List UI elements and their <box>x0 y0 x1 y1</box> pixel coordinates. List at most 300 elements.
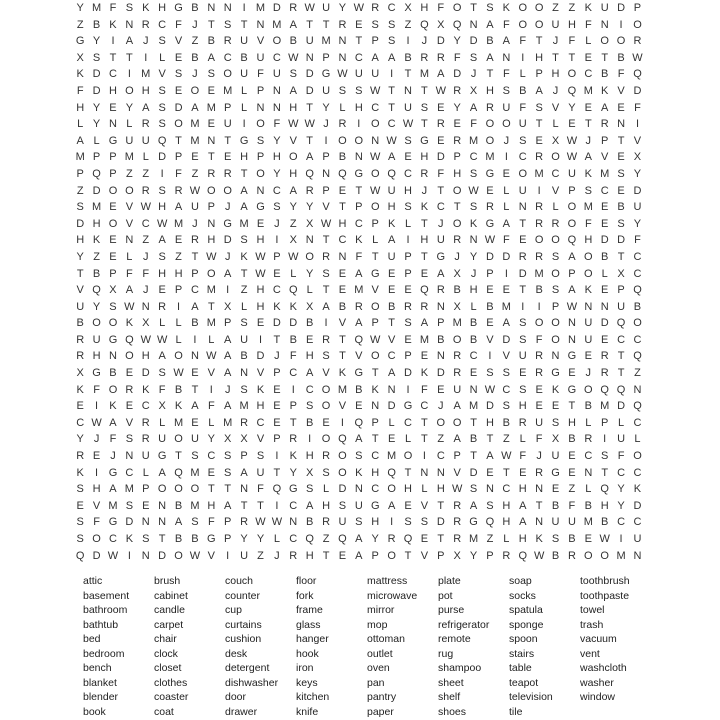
grid-letter: X <box>224 300 232 313</box>
grid-letter: F <box>584 18 592 31</box>
grid-letter: M <box>452 317 462 330</box>
grid-letter: K <box>240 250 248 263</box>
grid-letter: H <box>158 201 167 214</box>
grid-letter: C <box>371 483 380 496</box>
word-item: cushion <box>225 633 262 645</box>
grid-letter: B <box>355 383 363 396</box>
grid-letter: N <box>305 234 314 247</box>
grid-letter: P <box>191 267 199 280</box>
word-item: cabinet <box>154 589 188 602</box>
grid-letter: F <box>273 118 281 131</box>
grid-letter: P <box>76 167 84 180</box>
grid-letter: H <box>207 499 216 512</box>
grid-letter: O <box>174 483 183 496</box>
grid-letter: Q <box>354 333 364 346</box>
grid-letter: E <box>322 416 330 429</box>
grid-letter: U <box>354 499 363 512</box>
grid-letter: P <box>633 2 642 14</box>
grid-letter: B <box>404 51 412 64</box>
grid-letter: O <box>518 2 528 14</box>
word-item: frame <box>296 604 323 616</box>
grid-letter: H <box>404 184 412 197</box>
grid-letter: U <box>223 118 232 131</box>
grid-letter: A <box>158 466 166 479</box>
grid-letter: Q <box>420 18 429 31</box>
grid-letter: I <box>406 234 410 247</box>
grid-letter: R <box>141 433 150 446</box>
grid-row <box>72 0 652 17</box>
grid-letter: P <box>601 416 609 429</box>
grid-letter: S <box>404 134 412 147</box>
grid-letter: S <box>92 51 101 64</box>
grid-letter: K <box>420 201 429 214</box>
grid-letter: R <box>453 234 462 247</box>
grid-letter: M <box>173 416 184 429</box>
grid-letter: J <box>536 450 542 463</box>
grid-letter: N <box>633 383 642 396</box>
grid-letter: I <box>242 118 246 131</box>
grid-letter: J <box>454 250 460 263</box>
grid-letter: B <box>469 333 478 346</box>
grid-letter: S <box>125 2 134 14</box>
grid-letter: N <box>338 250 347 263</box>
grid-letter: P <box>568 267 576 280</box>
grid-letter: L <box>241 300 248 313</box>
word-item: rug <box>438 647 454 660</box>
grid-letter: L <box>634 433 641 446</box>
grid-letter: H <box>338 217 347 230</box>
grid-letter: I <box>127 549 131 562</box>
word-item: coaster <box>154 691 189 703</box>
grid-row <box>72 183 652 200</box>
grid-letter: U <box>502 101 511 114</box>
grid-letter: O <box>370 350 380 363</box>
grid-letter: N <box>240 367 249 380</box>
grid-letter: I <box>193 333 197 346</box>
word-item: glass <box>296 618 321 631</box>
grid-letter: J <box>110 450 116 463</box>
grid-letter: N <box>190 350 199 363</box>
grid-letter: K <box>76 466 84 479</box>
grid-letter: E <box>387 433 396 446</box>
grid-letter: T <box>240 499 248 512</box>
grid-letter: V <box>125 201 134 214</box>
grid-letter: C <box>502 483 511 496</box>
grid-letter: R <box>305 184 314 197</box>
grid-letter: W <box>189 549 201 562</box>
grid-letter: H <box>584 234 593 247</box>
grid-letter: H <box>535 51 544 64</box>
grid-letter: O <box>207 184 216 197</box>
grid-letter: O <box>108 217 118 230</box>
grid-letter: N <box>305 51 314 64</box>
grid-letter: G <box>288 483 298 496</box>
grid-letter: W <box>124 300 135 313</box>
grid-letter: T <box>306 101 314 114</box>
grid-letter: U <box>518 184 527 197</box>
grid-letter: A <box>191 300 199 313</box>
grid-letter: C <box>190 284 199 297</box>
grid-letter: H <box>158 267 167 280</box>
word-item: door <box>225 691 247 703</box>
grid-letter: C <box>272 51 281 64</box>
grid-letter: T <box>175 134 182 147</box>
grid-letter: L <box>142 151 149 164</box>
grid-letter: V <box>158 68 166 81</box>
grid-letter: H <box>289 167 298 180</box>
grid-letter: T <box>601 466 609 479</box>
grid-letter: Q <box>338 433 347 446</box>
grid-letter: E <box>551 400 560 413</box>
grid-letter: S <box>224 18 232 31</box>
grid-letter: U <box>584 317 593 330</box>
grid-letter: F <box>617 68 625 81</box>
word-item: mirror <box>367 604 395 616</box>
grid-letter: B <box>305 317 314 330</box>
grid-letter: A <box>289 18 297 31</box>
grid-letter: U <box>158 433 167 446</box>
grid-letter: W <box>304 2 315 14</box>
grid-letter: T <box>388 317 395 330</box>
grid-letter: D <box>141 367 150 380</box>
grid-letter: O <box>305 250 314 263</box>
word-item: mattress <box>367 575 408 587</box>
grid-letter: S <box>551 416 560 429</box>
grid-letter: P <box>322 151 330 164</box>
grid-letter: M <box>92 2 102 14</box>
grid-letter: S <box>355 516 363 529</box>
grid-letter: N <box>256 101 265 114</box>
grid-letter: O <box>370 201 380 214</box>
grid-letter: G <box>108 134 118 147</box>
grid-letter: Q <box>387 167 396 180</box>
grid-letter: D <box>387 400 396 413</box>
grid-letter: H <box>76 234 85 247</box>
grid-letter: S <box>551 250 560 263</box>
grid-letter: P <box>289 400 297 413</box>
grid-letter: H <box>469 284 478 297</box>
grid-letter: T <box>421 118 428 131</box>
grid-letter: T <box>371 433 379 446</box>
grid-row <box>72 282 652 299</box>
grid-letter: V <box>322 201 330 214</box>
grid-letter: C <box>600 184 609 197</box>
grid-letter: O <box>633 317 642 330</box>
grid-letter: A <box>191 400 199 413</box>
grid-letter: P <box>568 184 576 197</box>
grid-letter: E <box>404 333 412 346</box>
grid-letter: R <box>535 217 544 230</box>
grid-letter: S <box>519 383 527 396</box>
grid-letter: M <box>124 483 134 496</box>
grid-letter: K <box>289 450 297 463</box>
grid-letter: B <box>568 433 576 446</box>
grid-letter: Q <box>633 284 642 297</box>
grid-letter: W <box>402 118 414 131</box>
grid-row <box>72 415 652 432</box>
grid-letter: V <box>338 317 347 330</box>
grid-letter: E <box>601 217 609 230</box>
grid-letter: I <box>275 450 279 463</box>
grid-letter: O <box>157 483 167 496</box>
grid-letter: O <box>551 234 560 247</box>
grid-letter: S <box>158 35 166 48</box>
word-item: teapot <box>509 676 539 689</box>
grid-letter: F <box>502 234 510 247</box>
grid-letter: R <box>289 2 298 14</box>
word-item: blanket <box>83 676 117 689</box>
grid-letter: O <box>321 433 331 446</box>
grid-letter: B <box>551 549 560 562</box>
grid-letter: D <box>617 400 626 413</box>
grid-letter: H <box>256 284 265 297</box>
grid-letter: T <box>339 333 346 346</box>
grid-letter: Y <box>371 533 379 545</box>
grid-letter: O <box>92 533 101 545</box>
grid-letter: D <box>76 217 85 230</box>
grid-letter: X <box>617 267 625 280</box>
grid-letter: G <box>108 466 118 479</box>
grid-letter: A <box>502 317 511 330</box>
grid-letter: P <box>601 134 609 147</box>
grid-letter: O <box>616 35 626 48</box>
grid-letter: C <box>404 167 412 180</box>
grid-letter: R <box>600 118 609 131</box>
grid-letter: R <box>223 167 232 180</box>
grid-letter: N <box>272 84 281 97</box>
grid-letter: X <box>453 267 461 280</box>
grid-letter: E <box>486 466 494 479</box>
grid-letter: T <box>388 84 395 97</box>
grid-letter: P <box>371 317 379 330</box>
grid-letter: C <box>436 450 445 463</box>
grid-letter: V <box>551 101 560 114</box>
grid-letter: C <box>371 450 380 463</box>
grid-letter: P <box>371 416 379 429</box>
grid-letter: T <box>240 267 248 280</box>
grid-letter: F <box>175 167 182 180</box>
letter-grid <box>72 0 652 564</box>
grid-letter: T <box>486 68 494 81</box>
grid-letter: P <box>371 35 379 48</box>
word-item: cup <box>225 604 242 616</box>
grid-letter: H <box>436 483 445 496</box>
grid-letter: R <box>387 533 396 545</box>
grid-letter: T <box>207 483 215 496</box>
grid-letter: L <box>372 234 379 247</box>
grid-letter: H <box>420 2 429 14</box>
grid-letter: E <box>174 84 183 97</box>
grid-letter: T <box>207 151 215 164</box>
grid-letter: H <box>420 234 429 247</box>
word-item: sheet <box>438 676 464 689</box>
word-item: knife <box>296 705 319 718</box>
grid-letter: H <box>256 234 265 247</box>
grid-letter: H <box>76 101 85 114</box>
grid-letter: S <box>174 68 183 81</box>
grid-letter: C <box>289 533 298 545</box>
grid-letter: J <box>323 118 329 131</box>
grid-letter: N <box>633 549 642 562</box>
grid-letter: N <box>256 184 265 197</box>
grid-letter: S <box>305 483 314 496</box>
grid-letter: E <box>387 267 396 280</box>
grid-letter: G <box>370 499 380 512</box>
grid-letter: T <box>224 483 232 496</box>
grid-letter: O <box>518 167 528 180</box>
grid-letter: W <box>501 450 512 463</box>
grid-letter: L <box>126 118 133 131</box>
grid-letter: M <box>92 201 102 214</box>
grid-letter: S <box>404 201 412 214</box>
grid-letter: H <box>305 450 314 463</box>
grid-letter: V <box>174 35 183 48</box>
grid-letter: S <box>289 68 297 81</box>
grid-letter: N <box>125 234 134 247</box>
grid-letter: N <box>371 134 380 147</box>
grid-letter: N <box>207 134 216 147</box>
grid-letter: W <box>566 134 578 147</box>
grid-letter: M <box>600 167 610 180</box>
grid-letter: E <box>601 333 609 346</box>
grid-letter: E <box>519 466 527 479</box>
grid-letter: S <box>617 217 625 230</box>
grid-letter: T <box>552 51 559 64</box>
grid-letter: P <box>273 250 281 263</box>
grid-letter: A <box>158 350 166 363</box>
grid-letter: E <box>158 284 166 297</box>
grid-letter: K <box>387 217 396 230</box>
grid-letter: B <box>305 416 314 429</box>
grid-letter: Z <box>76 184 84 197</box>
grid-letter: M <box>141 68 151 81</box>
grid-letter: T <box>355 35 363 48</box>
grid-letter: M <box>206 317 216 330</box>
grid-letter: D <box>485 250 494 263</box>
grid-letter: P <box>273 367 281 380</box>
grid-letter: C <box>289 367 298 380</box>
grid-letter: Q <box>600 383 609 396</box>
grid-letter: J <box>224 250 231 263</box>
grid-letter: K <box>535 533 543 545</box>
grid-letter: E <box>601 201 609 214</box>
grid-letter: A <box>289 84 297 97</box>
grid-letter: H <box>371 516 380 529</box>
grid-letter: Z <box>502 433 510 446</box>
grid-letter: G <box>174 2 183 14</box>
grid-letter: B <box>633 300 642 313</box>
grid-letter: P <box>404 350 412 363</box>
grid-letter: K <box>109 400 117 413</box>
grid-letter: D <box>633 499 642 512</box>
grid-letter: P <box>486 267 494 280</box>
grid-letter: Q <box>633 350 642 363</box>
grid-letter: I <box>144 51 148 64</box>
grid-letter: Y <box>617 483 625 496</box>
grid-letter: I <box>537 184 541 197</box>
grid-letter: R <box>158 300 167 313</box>
grid-letter: M <box>75 151 85 164</box>
grid-letter: R <box>141 18 150 31</box>
grid-letter: A <box>453 433 461 446</box>
grid-letter: P <box>273 433 281 446</box>
grid-letter: R <box>76 350 85 363</box>
grid-letter: E <box>551 483 560 496</box>
grid-letter: R <box>551 217 560 230</box>
grid-letter: S <box>420 101 429 114</box>
grid-letter: I <box>95 400 99 413</box>
grid-letter: W <box>370 151 381 164</box>
grid-row <box>72 166 652 183</box>
grid-row <box>72 33 652 50</box>
grid-letter: I <box>226 284 230 297</box>
grid-letter: S <box>551 533 560 545</box>
grid-letter: N <box>600 300 609 313</box>
grid-letter: M <box>272 18 282 31</box>
grid-letter: R <box>289 433 298 446</box>
grid-letter: A <box>224 267 232 280</box>
grid-letter: R <box>453 350 462 363</box>
grid-letter: I <box>390 68 394 81</box>
grid-letter: P <box>174 284 183 297</box>
grid-letter: G <box>108 333 118 346</box>
grid-letter: T <box>519 217 527 230</box>
grid-letter: K <box>142 383 150 396</box>
grid-letter: C <box>109 533 117 545</box>
grid-letter: U <box>240 68 249 81</box>
grid-letter: I <box>406 35 410 48</box>
grid-letter: O <box>403 450 413 463</box>
grid-letter: V <box>338 400 347 413</box>
word-column <box>367 574 438 719</box>
grid-letter: G <box>75 35 85 48</box>
grid-letter: A <box>207 51 215 64</box>
grid-letter: A <box>224 333 232 346</box>
grid-row <box>72 481 652 498</box>
grid-letter: R <box>600 367 609 380</box>
grid-letter: U <box>567 167 576 180</box>
word-item: attic <box>83 575 103 587</box>
grid-letter: I <box>177 300 181 313</box>
grid-letter: P <box>240 450 248 463</box>
grid-letter: F <box>634 101 641 114</box>
grid-letter: E <box>486 284 494 297</box>
grid-letter: T <box>158 533 166 545</box>
word-column <box>225 574 296 719</box>
grid-letter: M <box>337 383 348 396</box>
grid-letter: O <box>534 18 544 31</box>
grid-row <box>72 299 652 316</box>
grid-letter: Y <box>305 201 314 214</box>
grid-letter: U <box>256 51 265 64</box>
grid-letter: H <box>551 68 560 81</box>
word-item: chair <box>154 633 177 645</box>
grid-letter: T <box>322 234 330 247</box>
grid-letter: D <box>92 184 101 197</box>
grid-letter: O <box>321 400 331 413</box>
grid-letter: M <box>173 217 184 230</box>
grid-letter: R <box>420 300 429 313</box>
grid-letter: H <box>518 483 527 496</box>
grid-letter: H <box>109 84 117 97</box>
word-item: brush <box>154 575 181 587</box>
grid-letter: J <box>224 201 231 214</box>
grid-letter: J <box>552 84 559 97</box>
grid-letter: H <box>502 516 511 529</box>
grid-letter: G <box>403 400 413 413</box>
grid-letter: T <box>421 250 428 263</box>
grid-letter: F <box>617 450 625 463</box>
